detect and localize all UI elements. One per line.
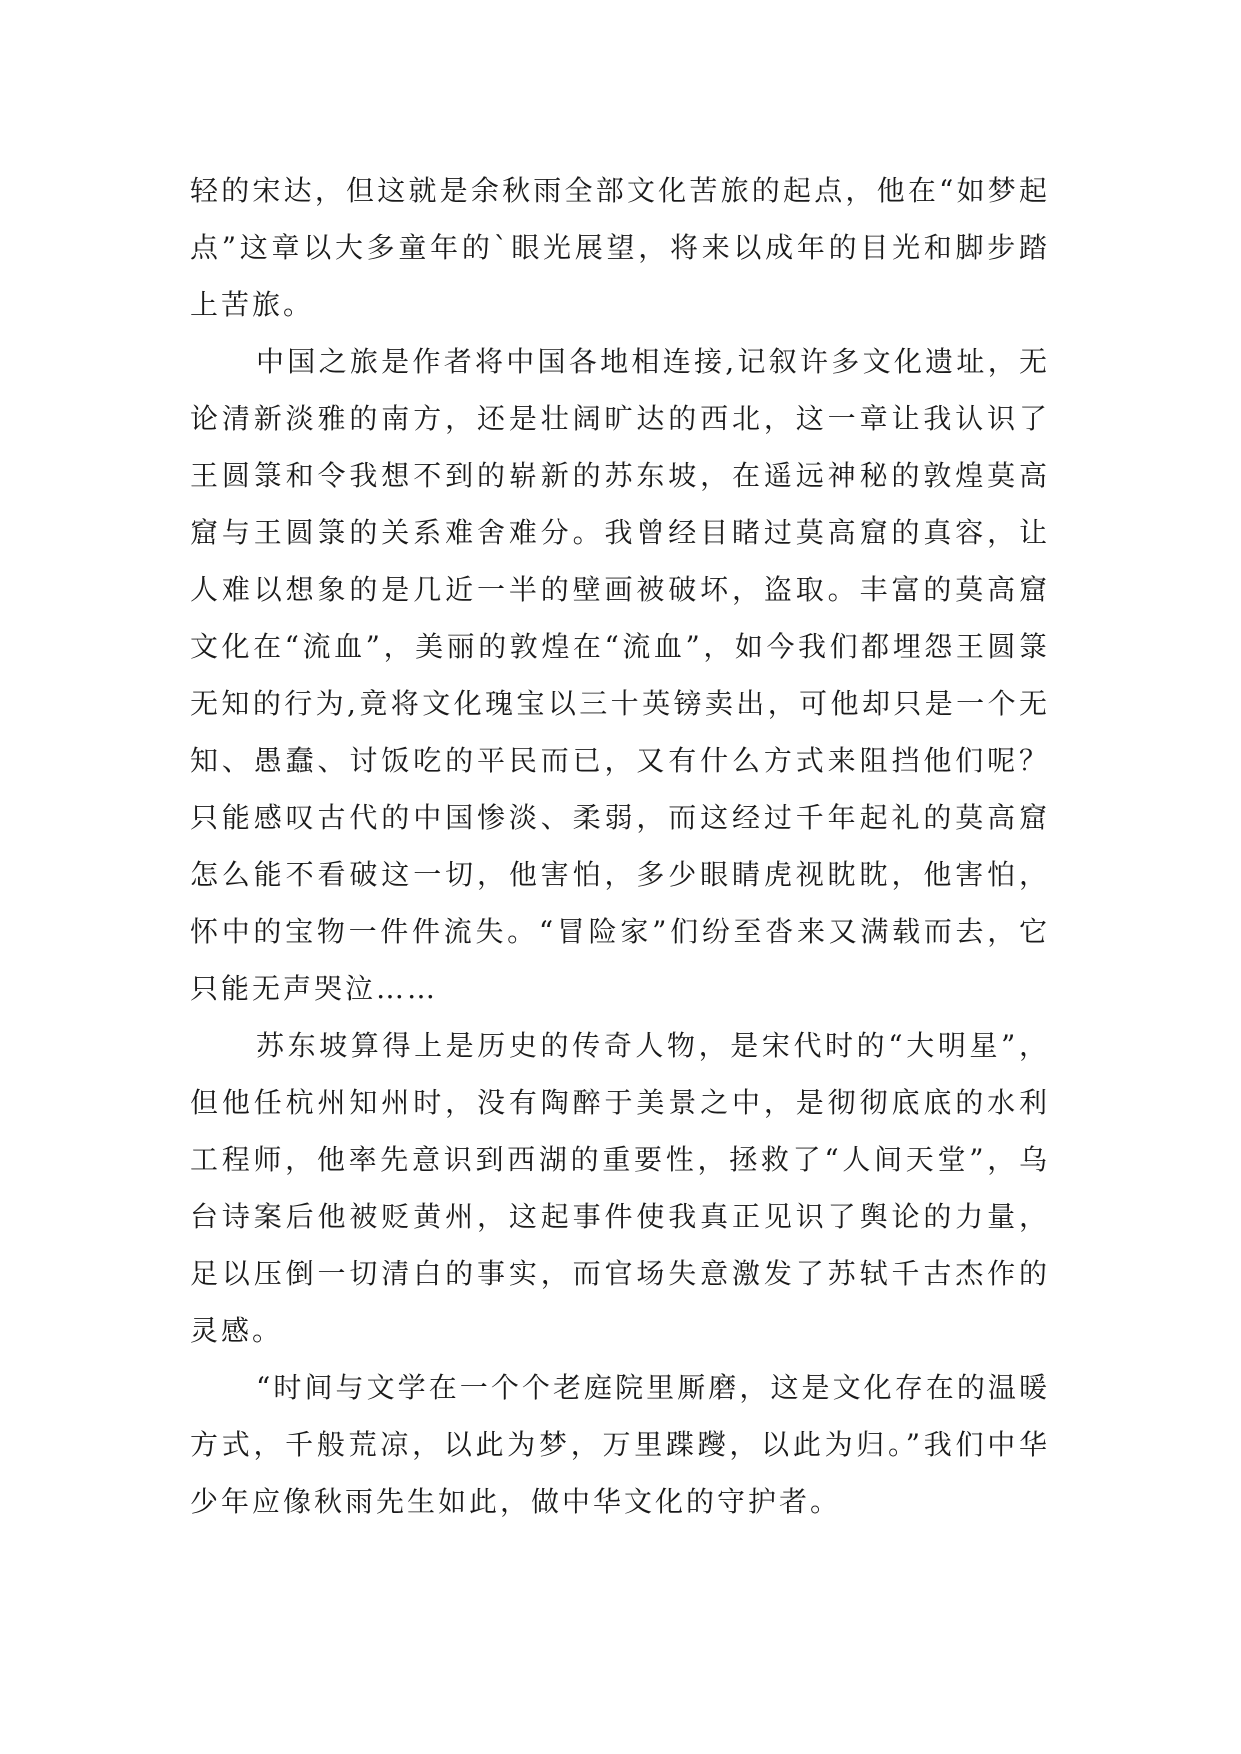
document-body — [190, 162, 1050, 1530]
paragraph-3: 苏东坡算得上是历史的传奇人物，是宋代时的“大明星”，但他任杭州知州时，没有陶醉于美景之中，是彻彻底底的水利工程师，他率先意识到西湖的重要性，拯救了“人间天堂”，乌台诗案后他被贬黄州，这起事件使我真正见识了舆论的力量，足以压倒一切清白的事实，而官场失意激发了苏轼千古杰作的灵感。 — [190, 1029, 1050, 1347]
paragraph-1: 轻的宋达，但这就是余秋雨全部文化苦旅的起点，他在“如梦起点”这章以大多童年的`眼光展望，将来以成年的目光和脚步踏上苦旅。 — [190, 174, 1050, 321]
paragraph-4: “时间与文学在一个个老庭院里厮磨，这是文化存在的温暖方式，千般荒凉，以此为梦，万里蹀躞，以此为归。”我们中华少年应像秋雨先生如此，做中华文化的守护者。 — [190, 1371, 1050, 1518]
paragraph-2: 中国之旅是作者将中国各地相连接,记叙许多文化遗址，无论清新淡雅的南方，还是壮阔旷达的西北，这一章让我认识了王圆箓和令我想不到的崭新的苏东坡，在遥远神秘的敦煌莫高窟与王圆箓的关系难舍难分。我曾经目睹过莫高窟的真容，让人难以想象的是几近一半的壁画被破坏，盗取。丰富的莫高窟文化在“流血”，美丽的敦煌在“流血”，如今我们都埋怨王圆箓无知的行为,竟将文化瑰宝以三十英镑卖出，可他却只是一个无知、愚蠢、讨饭吃的平民而已，又有什么方式来阻挡他们呢？只能感叹古代的中国惨淡、柔弱，而这经过千年起礼的莫高窟怎么能不看破这一切，他害怕，多少眼睛虎视眈眈，他害怕，怀中的宝物一件件流失。“冒险家”们纷至沓来又满载而去，它只能无声哭泣…… — [190, 345, 1050, 1005]
